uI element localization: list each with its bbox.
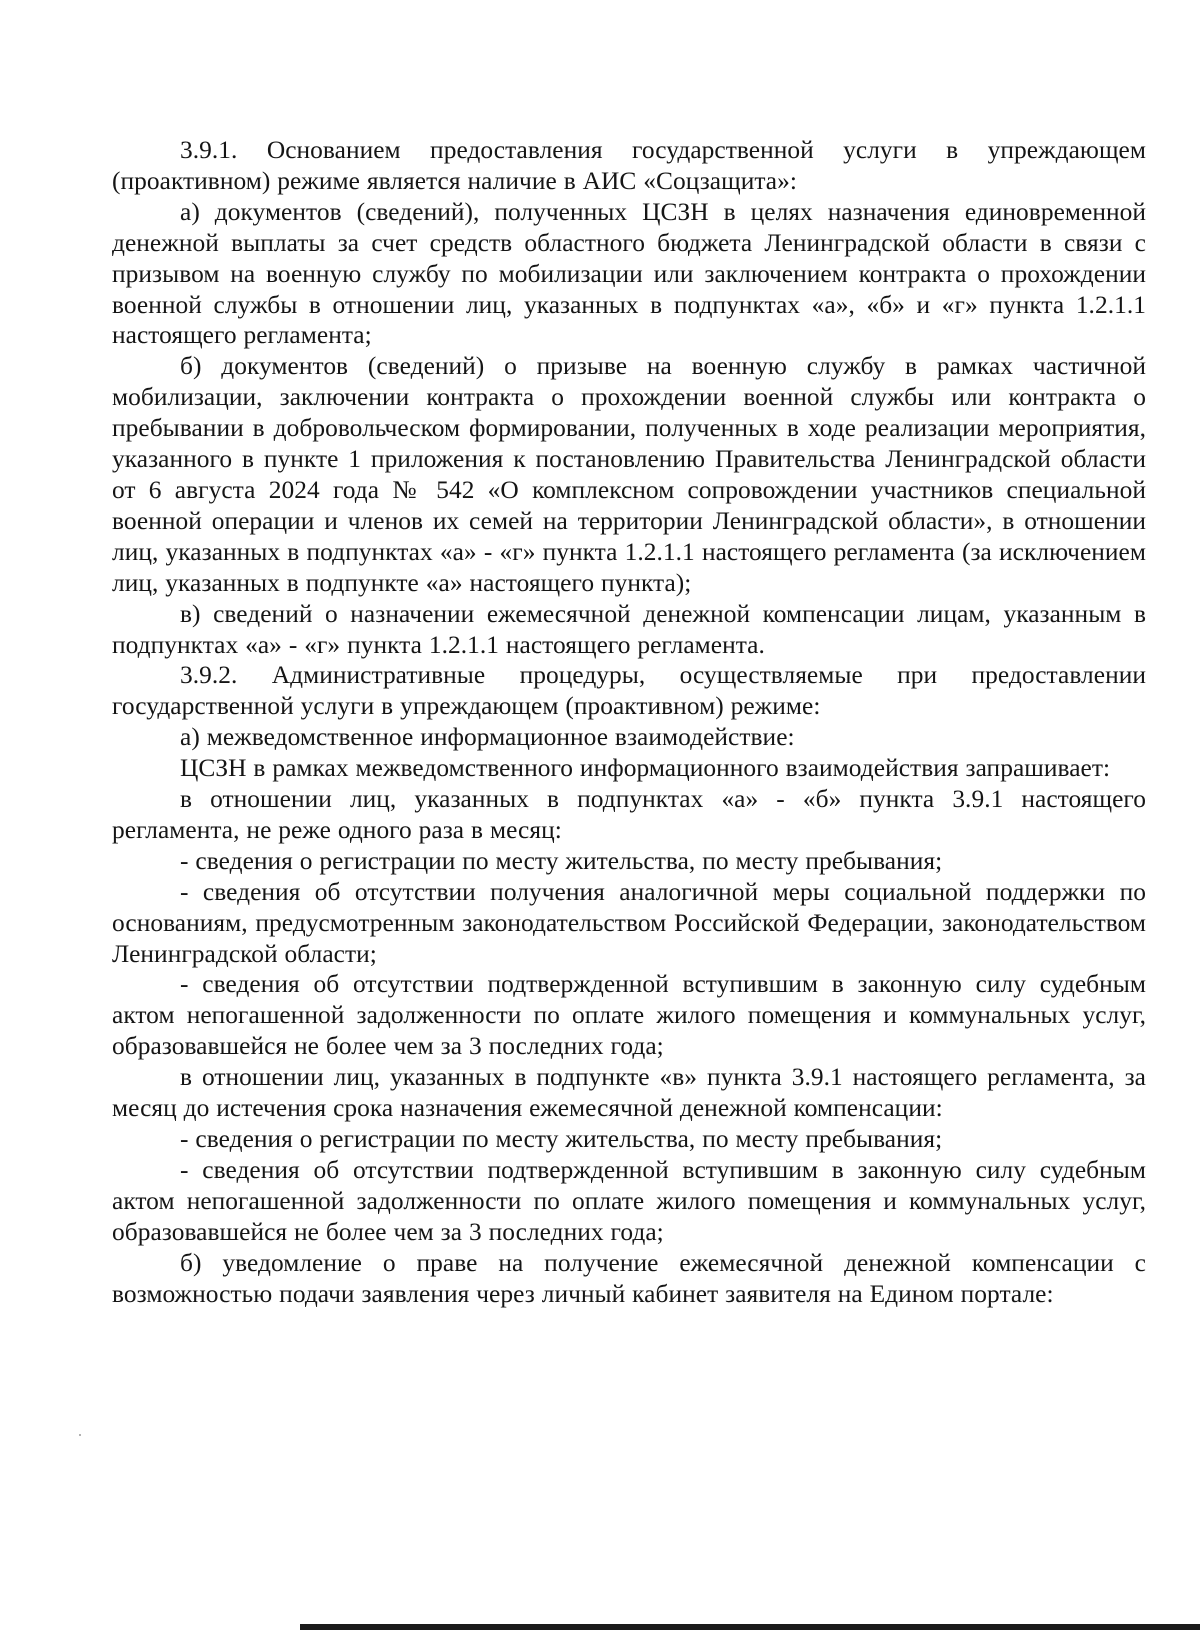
paragraph-no-debt-1: - сведения об отсутствии подтвержденной вступившим в законную силу судебным актом непогашенной задолженности по оплате жилого помещения и коммунальных услуг, образовавшейся не более чем за 3 последних года;: [112, 970, 1146, 1061]
paragraph-3-9-2-intro: 3.9.2. Административные процедуры, осуществляемые при предоставлении государственной услуги в упреждающем (проактивном) режиме:: [112, 661, 1146, 721]
paragraph-persons-a-b: в отношении лиц, указанных в подпунктах «а» - «б» пункта 3.9.1 настоящего регламента, не реже одного раза в месяц:: [112, 785, 1146, 844]
paragraph-persons-v: в отношении лиц, указанных в подпункте «в» пункта 3.9.1 настоящего регламента, за месяц до истечения срока назначения ежемесячной денежной компенсации:: [112, 1063, 1146, 1123]
paragraph-registration-info-2: - сведения о регистрации по месту жительства, по месту пребывания;: [180, 1125, 943, 1153]
scan-speck: [79, 1434, 81, 1436]
paragraph-no-similar-support: - сведения об отсутствии получения аналогичной меры социальной поддержки по основаниям, предусмотренным законодательством Российской Федерации, законодательством Ленинградской области;: [112, 877, 1146, 968]
paragraph-registration-info-1: - сведения о регистрации по месту жительства, по месту пребывания;: [180, 846, 943, 875]
scan-bottom-edge: [300, 1624, 1200, 1630]
paragraph-3-9-1-intro: 3.9.1. Основанием предоставления государственной услуги в упреждающем (проактивном) режиме является наличие в АИС «Соцзащита»:: [112, 136, 1146, 195]
paragraph-3-9-1-item-v: в) сведений о назначении ежемесячной денежной компенсации лицам, указанным в подпунктах «а» - «г» пункта 1.2.1.1 настоящего регламента.: [112, 599, 1146, 659]
paragraph-cszn-request: ЦСЗН в рамках межведомственного информационного взаимодействия запрашивает:: [180, 754, 1111, 783]
document-body: [112, 135, 1146, 1309]
paragraph-3-9-1-item-b: б) документов (сведений) о призыве на военную службу в рамках частичной мобилизации, заключении контракта о прохождении военной службы или контракта о пребывании в добровольческом формировании, полученных в ходе реализации мероприятия, указанного в пункте 1 приложения к постановлению Правительства Ленинградской области от 6 августа 2024 года № 542 «О комплексном сопровождении участников специальной военной операции и членов их семей на территории Ленинградской области», в отношении лиц, указанных в подпунктах «а» - «г» пункта 1.2.1.1 настоящего регламента (за исключением лиц, указанных в подпункте «а» настоящего пункта);: [112, 352, 1146, 597]
paragraph-no-debt-2: - сведения об отсутствии подтвержденной вступившим в законную силу судебным актом непогашенной задолженности по оплате жилого помещения и коммунальных услуг, образовавшейся не более чем за 3 последних года;: [112, 1155, 1146, 1246]
paragraph-3-9-2-item-a: а) межведомственное информационное взаимодействие:: [180, 723, 795, 752]
paragraph-3-9-1-item-a: а) документов (сведений), полученных ЦСЗН в целях назначения единовременной денежной выплаты за счет средств областного бюджета Ленинградской области в связи с призывом на военную службу по мобилизации или заключением контракта о прохождении военной службы в отношении лиц, указанных в подпунктах «а», «б» и «г» пункта 1.2.1.1 настоящего регламента;: [112, 197, 1146, 350]
paragraph-3-9-2-item-b: б) уведомление о праве на получение ежемесячной денежной компенсации с возможностью подачи заявления через личный кабинет заявителя на Едином портале:: [112, 1248, 1146, 1308]
